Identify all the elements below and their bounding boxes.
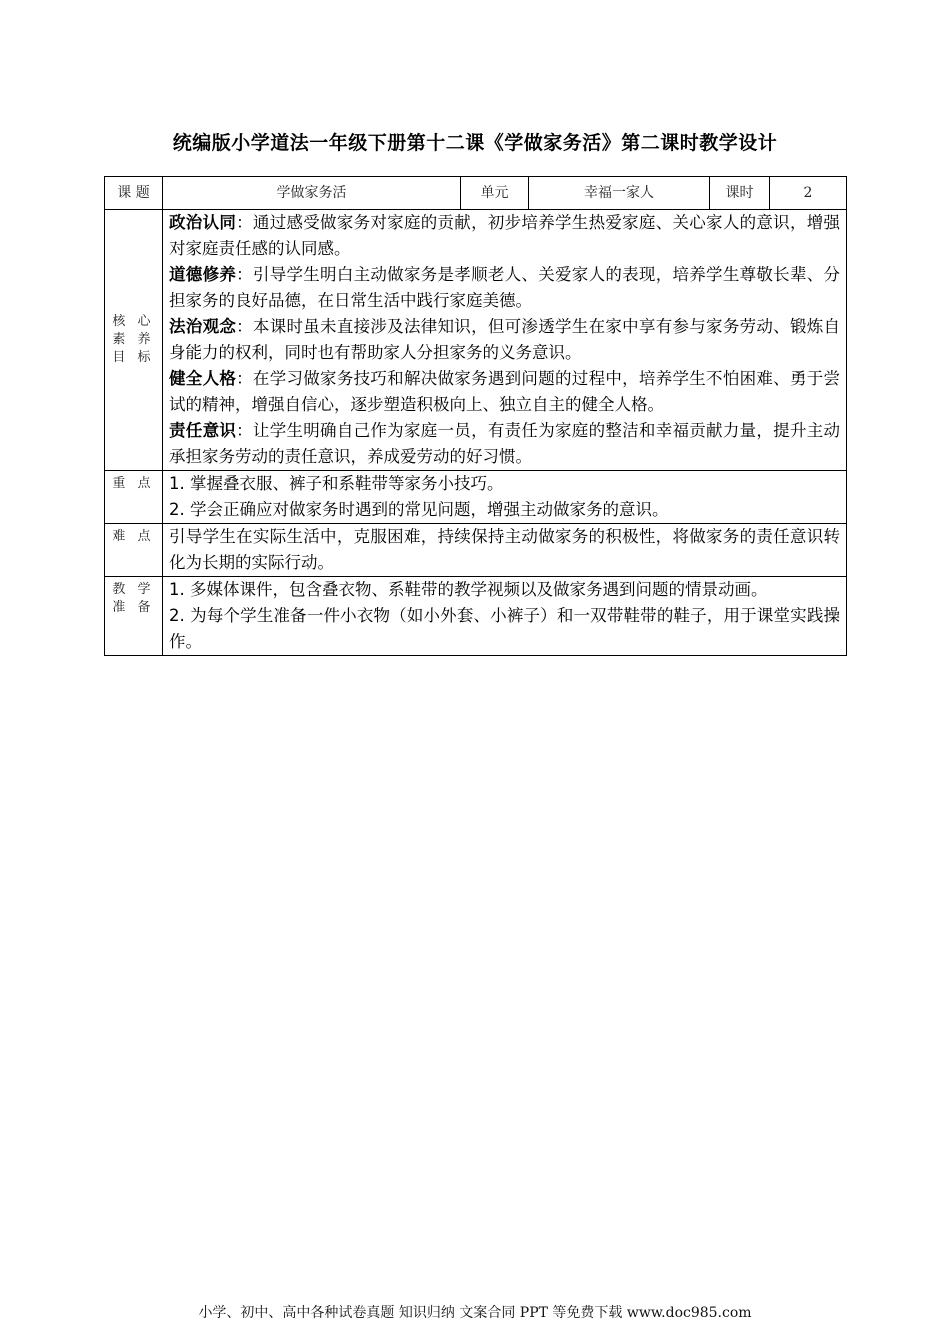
difficulties-row <box>105 524 847 577</box>
key-points-row <box>105 471 847 524</box>
period-label: 课时 <box>710 177 770 210</box>
literacy-heading: 道德修养 <box>169 265 237 284</box>
difficulties-content <box>163 524 847 577</box>
preparation-label: 教 学 准 备 <box>105 577 163 656</box>
literacy-heading: 法治观念 <box>169 317 237 336</box>
difficulties-text: 引导学生在实际生活中，克服困难，持续保持主动做家务的积极性，将做家务的责任意识转化为长期的实际行动。 <box>169 527 840 572</box>
literacy-row <box>105 210 847 471</box>
period-value: 2 <box>770 177 847 210</box>
literacy-text: ：本课时虽未直接涉及法律知识，但可渗透学生在家中享有参与家务劳动、锻炼自身能力的权利，同时也有帮助家人分担家务的义务意识。 <box>169 317 841 362</box>
page-footer: 小学、初中、高中各种试卷真题 知识归纳 文案合同 PPT 等免费下载 www.doc985.com <box>198 1305 752 1321</box>
header-row <box>105 177 847 210</box>
preparation-row <box>105 577 847 656</box>
difficulties-label: 难 点 <box>105 524 163 577</box>
key-point-item: 1. 掌握叠衣服、裤子和系鞋带等家务小技巧。 <box>169 474 504 493</box>
literacy-item <box>169 262 840 314</box>
literacy-heading: 政治认同 <box>169 213 237 232</box>
literacy-text: ：让学生明确自己作为家庭一员，有责任为家庭的整洁和幸福贡献力量，提升主动承担家务劳动的责任意识，养成爱劳动的好习惯。 <box>169 421 841 466</box>
key-points-content <box>163 471 847 524</box>
literacy-item <box>169 418 840 470</box>
preparation-content <box>163 577 847 656</box>
topic-value: 学做家务活 <box>163 177 461 210</box>
literacy-text: ：引导学生明白主动做家务是孝顺老人、关爱家人的表现，培养学生尊敬长辈、分担家务的良好品德，在日常生活中践行家庭美德。 <box>169 265 841 310</box>
literacy-item <box>169 210 840 262</box>
literacy-label: 核 心 素 养 目 标 <box>105 210 163 471</box>
literacy-item <box>169 314 840 366</box>
preparation-item: 1. 多媒体课件，包含叠衣物、系鞋带的教学视频以及做家务遇到问题的情景动画。 <box>169 580 768 599</box>
document-title: 统编版小学道法一年级下册第十二课《学做家务活》第二课时教学设计 <box>172 132 778 154</box>
literacy-item <box>169 366 840 418</box>
literacy-content <box>163 210 847 471</box>
literacy-text: ：在学习做家务技巧和解决做家务遇到问题的过程中，培养学生不怕困难、勇于尝试的精神，增强自信心，逐步塑造积极向上、独立自主的健全人格。 <box>169 369 841 414</box>
key-points-label: 重 点 <box>105 471 163 524</box>
lesson-plan-table <box>104 176 847 656</box>
preparation-item: 2. 为每个学生准备一件小衣物（如小外套、小裤子）和一双带鞋带的鞋子，用于课堂实践操作。 <box>169 606 840 651</box>
unit-label: 单元 <box>461 177 529 210</box>
unit-value: 幸福一家人 <box>529 177 710 210</box>
literacy-heading: 健全人格 <box>169 369 237 388</box>
literacy-text: ：通过感受做家务对家庭的贡献，初步培养学生热爱家庭、关心家人的意识，增强对家庭责任感的认同感。 <box>169 213 841 258</box>
literacy-heading: 责任意识 <box>169 421 237 440</box>
key-point-item: 2. 学会正确应对做家务时遇到的常见问题，增强主动做家务的意识。 <box>169 500 669 519</box>
topic-label: 课 题 <box>105 177 163 210</box>
